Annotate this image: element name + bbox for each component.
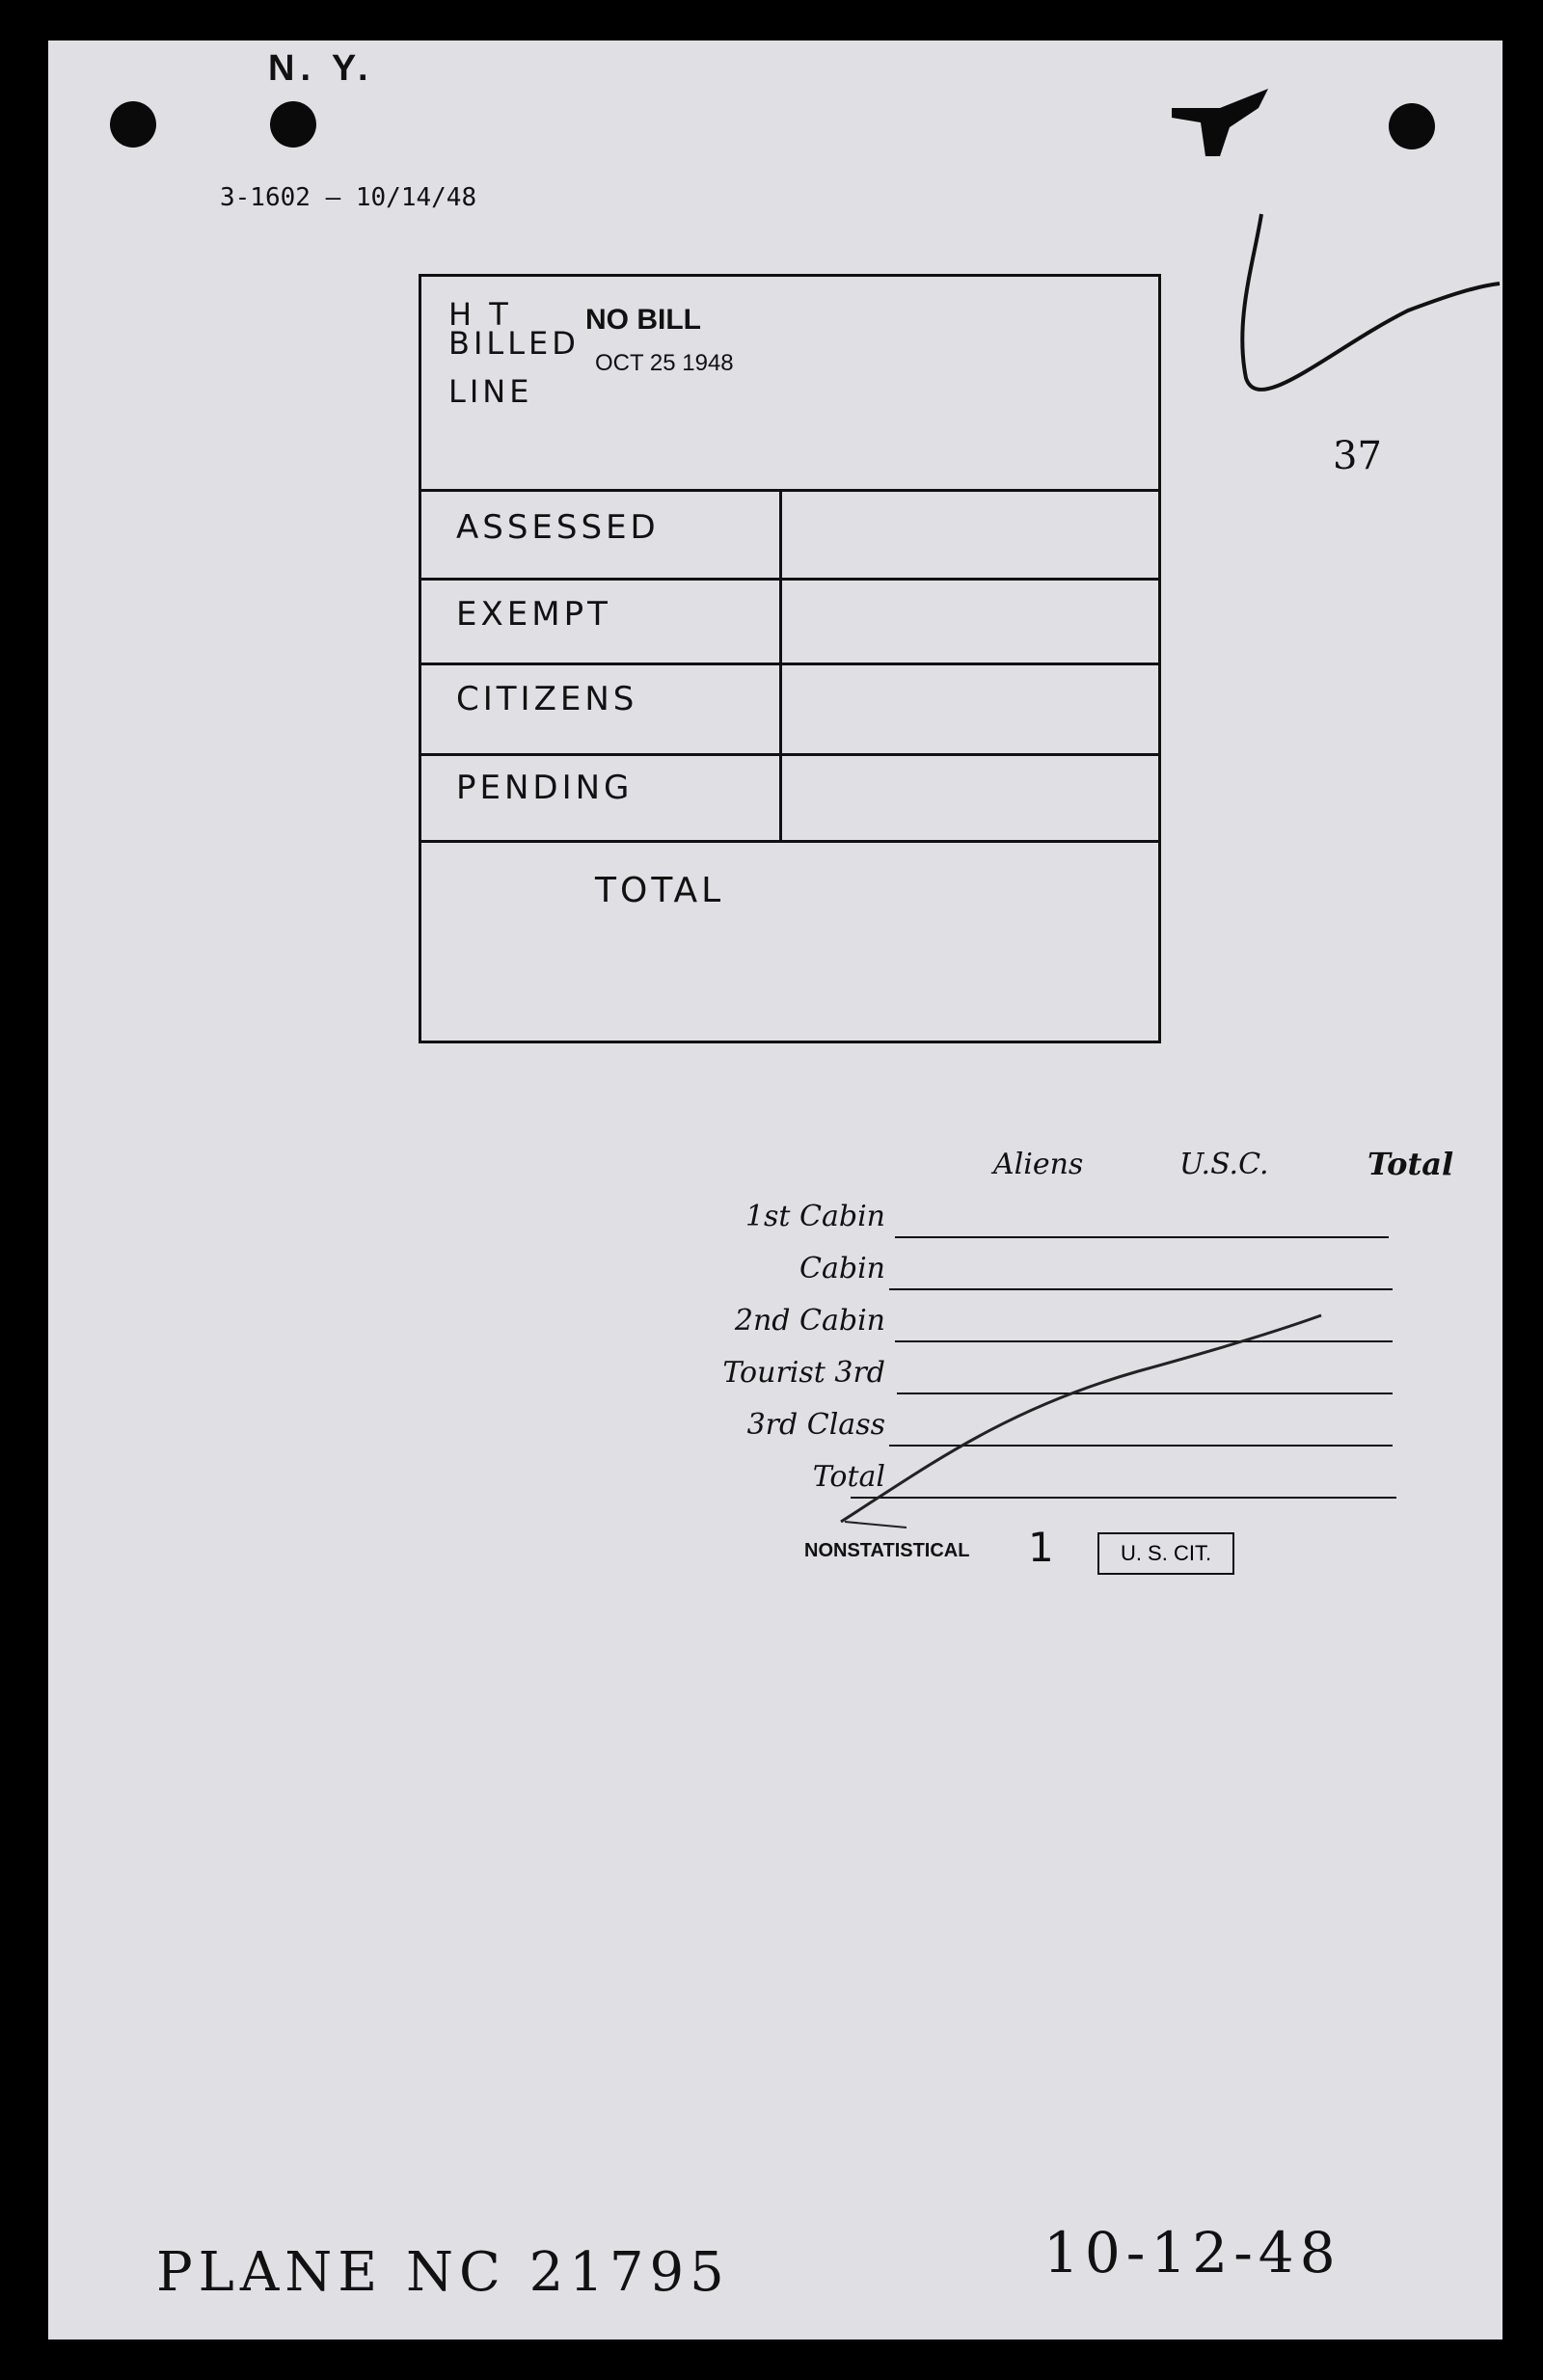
- date-note: 10-12-48: [1043, 2220, 1341, 2285]
- column-header-total: Total: [1367, 1146, 1454, 1182]
- checkmark-icon: [1167, 204, 1502, 436]
- us-citizen-badge: U. S. CIT.: [1097, 1532, 1234, 1575]
- entry-line: [889, 1288, 1393, 1290]
- ink-blot-mark: [1162, 79, 1278, 156]
- punch-hole-right: [1389, 103, 1435, 149]
- divider: [421, 753, 1158, 756]
- divider: [421, 578, 1158, 581]
- ht-label: H T: [448, 296, 512, 333]
- file-reference: 3-1602 — 10/14/48: [220, 183, 477, 212]
- row-label-total: Total: [812, 1460, 885, 1494]
- billed-label: BILLED: [448, 325, 580, 362]
- no-bill-stamp: NO BILL: [585, 304, 701, 336]
- column-header-aliens: Aliens: [993, 1148, 1084, 1181]
- punch-hole-left-1: [110, 101, 156, 148]
- row-label-citizens: CITIZENS: [456, 680, 638, 718]
- row-label-1st-cabin: 1st Cabin: [744, 1200, 885, 1233]
- divider: [421, 840, 1158, 843]
- punch-hole-left-2: [270, 101, 316, 148]
- nonstatistical-stamp: NONSTATISTICAL: [804, 1540, 970, 1561]
- entry-line: [895, 1236, 1389, 1238]
- row-label-cabin: Cabin: [799, 1252, 885, 1285]
- column-header-usc: U.S.C.: [1179, 1148, 1269, 1181]
- pen-strike-line: [829, 1294, 1331, 1545]
- column-divider: [779, 489, 782, 840]
- date-stamp: OCT 25 1948: [595, 350, 734, 376]
- nonstatistical-count: 1: [1028, 1524, 1058, 1571]
- plane-note: PLANE NC 21795: [156, 2241, 730, 2304]
- total-label: TOTAL: [595, 871, 725, 910]
- document-sheet: [48, 41, 1502, 2339]
- divider: [421, 489, 1158, 492]
- row-label-2nd-cabin: 2nd Cabin: [734, 1304, 885, 1338]
- status-box: [419, 274, 1161, 1043]
- row-label-exempt: EXEMPT: [456, 595, 611, 634]
- row-label-assessed: ASSESSED: [456, 508, 660, 547]
- top-mark: N. Y.: [268, 48, 374, 89]
- page-number: 37: [1333, 434, 1382, 478]
- line-label: LINE: [448, 373, 533, 410]
- row-label-3rd-class: 3rd Class: [746, 1408, 885, 1442]
- row-label-tourist-3rd: Tourist 3rd: [722, 1356, 885, 1390]
- divider: [421, 663, 1158, 665]
- row-label-pending: PENDING: [456, 769, 634, 807]
